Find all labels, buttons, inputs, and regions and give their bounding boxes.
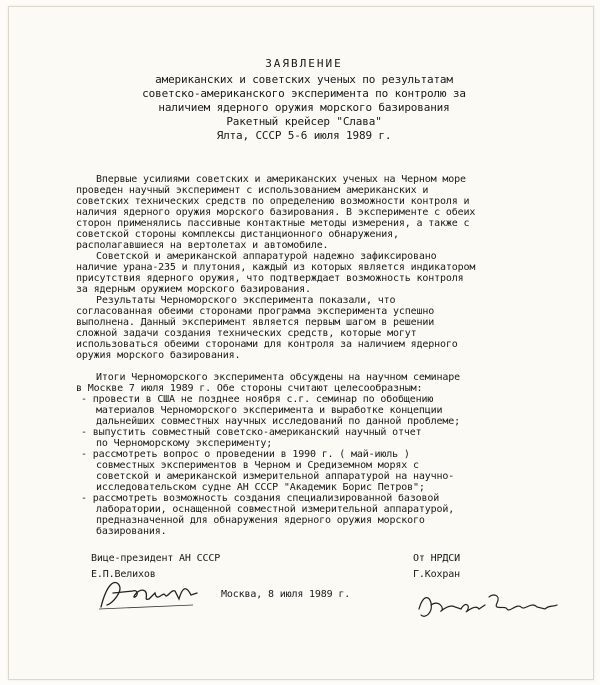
para2-line-4: за ядерным оружием морского базирования. [76, 284, 311, 295]
para1-line-4: наличия ядерного оружия морского базирования. В эксперименте с обеих [76, 207, 476, 218]
left-signatory-title: Вице-президент АН СССР [91, 553, 221, 564]
heading-line-3: наличием ядерного оружия морского базирования [158, 101, 450, 114]
para4-line-9: совместных экспериментов в Черном и Средиземном морях с [96, 460, 419, 471]
para4-line-6: - выпустить совместный советско-американский научный отчет [81, 427, 422, 438]
para4-line-7: по Черноморскому эксперименту; [96, 438, 273, 449]
para4-line-2: в Москве 7 июля 1989 г. Обе стороны считают целесообразным: [76, 383, 423, 394]
heading-line-2: советско-американского эксперимента по контролю за [142, 87, 466, 100]
para3-line-2: согласованная обеими сторонами программа эксперимента успешно [76, 306, 435, 317]
para3-line-4: сложной задачи создания технических средств, которые могут [76, 328, 417, 339]
heading-line-5: Ялта, СССР 5-6 июля 1989 г. [216, 129, 392, 142]
left-signatory-name: Е.П.Велихов [91, 569, 156, 580]
para1-line-7: располагавшиеся на вертолетах и автомобиле. [76, 240, 329, 251]
signature-velikhov [93, 573, 203, 615]
para3-line-1: Результаты Черноморского эксперимента показали, что [96, 295, 396, 306]
para4-line-5: дальнейших совместных научных исследований по данной проблеме; [96, 416, 460, 427]
para2-line-1: Советской и американской аппаратурой надежно зафиксировано [96, 251, 437, 262]
heading-line-1: американских и советских ученых по результатам [155, 73, 453, 86]
para2-line-3: присутствия ядерного оружия, что подтверждает возможность контроля [76, 273, 464, 284]
document-title: ЗАЯВЛЕНИЕ [265, 57, 343, 70]
para4-line-13: лаборатории, оснащенной совместной измерительной аппаратурой, [96, 504, 455, 515]
para4-line-11: исследовательском судне АН СССР "Академик Борис Петров"; [96, 482, 425, 493]
para4-line-3: - провести в США не позднее ноября с.г. семинар по обобщению [81, 394, 434, 405]
para3-line-6: оружия морского базирования. [76, 350, 241, 361]
signature-cochran [413, 587, 563, 627]
paper-sheet [8, 6, 594, 680]
para2-line-2: наличие урана-235 и плутония, каждый из которых является индикатором [76, 262, 476, 273]
para1-line-5: сторон применялись пассивные контактные методы измерения, а также с [76, 218, 470, 229]
right-signatory-org: От НРДСИ [413, 553, 460, 564]
para4-line-14: предназначенной для обнаружения ядерного оружия морского [96, 515, 425, 526]
para1-line-1: Впервые усилиями советских и американских ученых на Черном море [96, 174, 466, 185]
place-and-date: Москва, 8 июля 1989 г. [221, 589, 351, 600]
right-signatory-name: Г.Кохран [413, 569, 460, 580]
para1-line-6: советской стороны комплексы дистанционного обнаружения, [76, 229, 399, 240]
para4-line-12: - рассмотреть возможность создания специализированной базовой [81, 493, 440, 504]
heading-line-4: Ракетный крейсер "Слава" [226, 115, 382, 128]
para3-line-5: использоваться обеими сторонами для контроля за наличием ядерного [76, 339, 458, 350]
para4-line-10: советской и американской измерительной аппаратурой на научно- [96, 471, 455, 482]
para4-line-4: материалов Черноморского эксперимента и выработке концепции [96, 405, 443, 416]
para4-line-15: базирования. [96, 526, 167, 537]
para3-line-3: выполнена. Данный эксперимент является первым шагом в решении [76, 317, 435, 328]
para4-line-1: Итоги Черноморского эксперимента обсуждены на научном семинаре [96, 372, 460, 383]
para4-line-8: - рассмотреть вопрос о проведении в 1990 г. ( май-июль ) [81, 449, 410, 460]
para1-line-2: проведен научный эксперимент с использованием американских и [76, 185, 429, 196]
para1-line-3: советских технических средств по определению возможности контроля и [76, 196, 470, 207]
